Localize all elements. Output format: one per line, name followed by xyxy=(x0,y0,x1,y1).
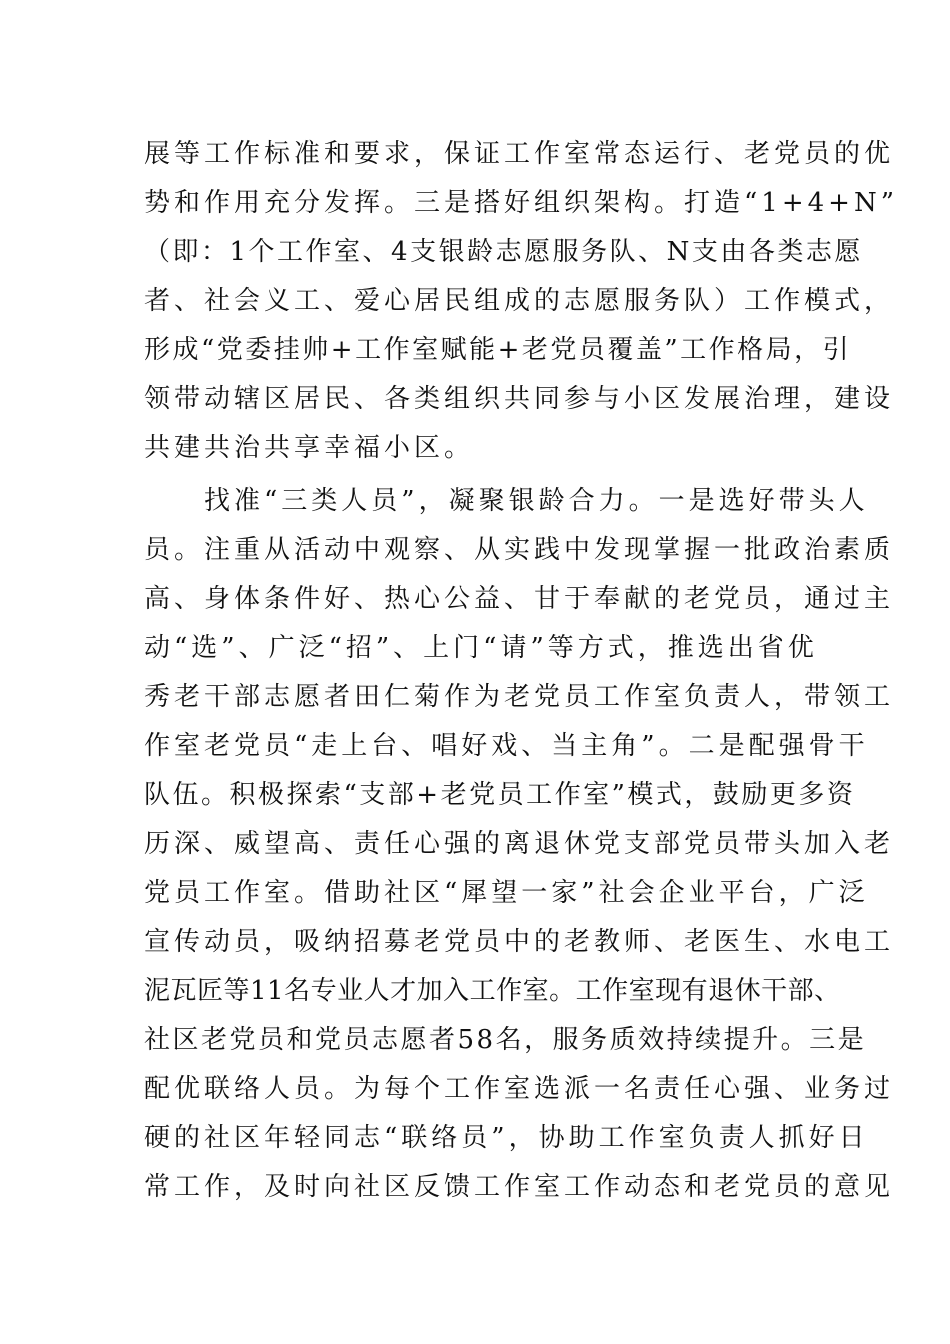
text-line-22: 常工作，及时向社区反馈工作室工作动态和老党员的意见 xyxy=(144,1172,895,1202)
text-line-16: 党员工作室。借助社区“犀望一家”社会企业平台，广泛 xyxy=(144,878,869,908)
text-line-4: 者、社会义工、爱心居民组成的志愿服务队）工作模式， xyxy=(144,286,895,316)
text-line-9: 员。注重从活动中观察、从实践中发现掌握一批政治素质 xyxy=(144,535,895,565)
text-line-8: 找准“三类人员”，凝聚银龄合力。一是选好带头人 xyxy=(144,486,869,516)
text-line-1: 展等工作标准和要求，保证工作室常态运行、老党员的优 xyxy=(144,139,895,169)
text-line-19: 社区老党员和党员志愿者58名，服务质效持续提升。三是 xyxy=(144,1025,867,1055)
text-line-13: 作室老党员“走上台、唱好戏、当主角”。二是配强骨干 xyxy=(144,731,869,761)
text-line-10: 高、身体条件好、热心公益、甘于奉献的老党员，通过主 xyxy=(144,584,895,614)
text-line-14: 队伍。积极探索“支部+老党员工作室”模式，鼓励更多资 xyxy=(144,780,856,810)
text-line-7: 共建共治共享幸福小区。 xyxy=(144,433,475,463)
text-line-17: 宣传动员，吸纳招募老党员中的老教师、老医生、水电工 xyxy=(144,927,895,957)
text-line-11: 动“选”、广泛“招”、上门“请”等方式，推选出省优 xyxy=(144,633,818,663)
text-line-15: 历深、威望高、责任心强的离退休党支部党员带头加入老 xyxy=(144,829,895,859)
text-line-2: 势和作用充分发挥。三是搭好组织架构。打造“1+4+N” xyxy=(144,188,898,218)
text-line-20: 配优联络人员。为每个工作室选派一名责任心强、业务过 xyxy=(144,1074,895,1104)
text-line-12: 秀老干部志愿者田仁菊作为老党员工作室负责人，带领工 xyxy=(144,682,895,712)
text-line-5: 形成“党委挂帅+工作室赋能+老党员覆盖”工作格局，引 xyxy=(144,335,852,365)
text-line-3: （即：1个工作室、4支银龄志愿服务队、N支由各类志愿 xyxy=(144,237,863,267)
text-line-18: 泥瓦匠等11名专业人才加入工作室。工作室现有退休干部、 xyxy=(144,976,841,1006)
text-line-21: 硬的社区年轻同志“联络员”，协助工作室负责人抓好日 xyxy=(144,1123,869,1153)
text-line-6: 领带动辖区居民、各类组织共同参与小区发展治理，建设 xyxy=(144,384,895,414)
